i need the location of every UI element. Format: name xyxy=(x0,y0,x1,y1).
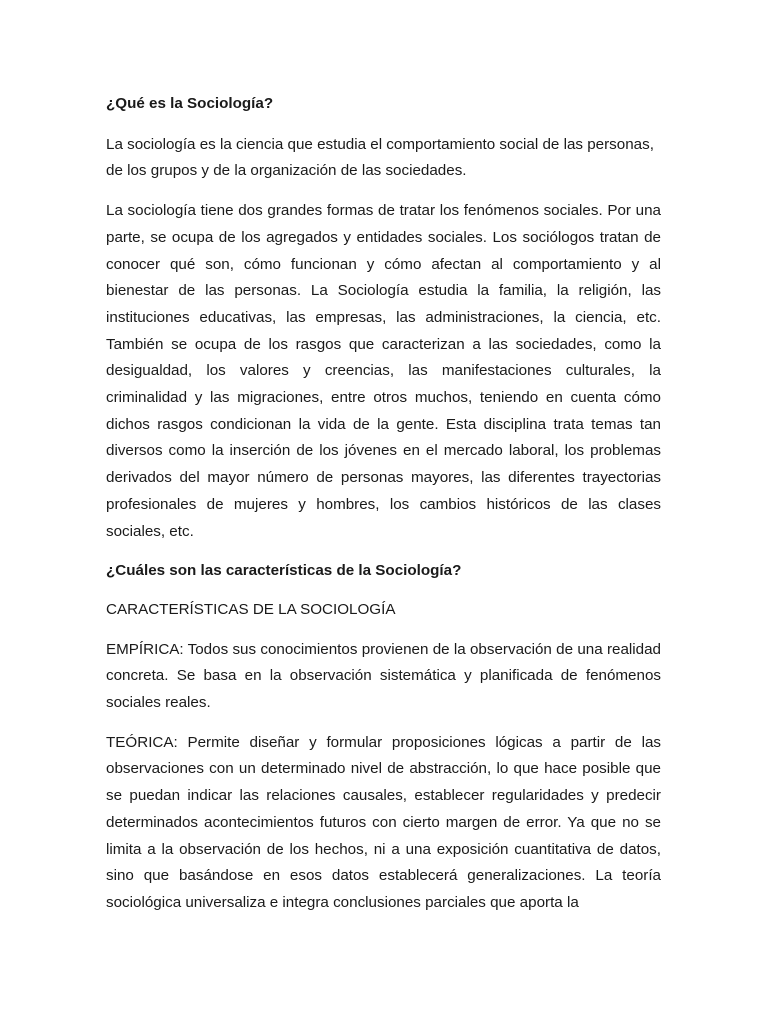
heading-what-is-sociology: ¿Qué es la Sociología? xyxy=(106,95,274,112)
paragraph-sociology-approaches: La sociología tiene dos grandes formas de tratar los fenómenos sociales. Por una parte, se ocupa de los agregados y entidades sociales. Los sociólogos tratan de conocer qué son, cómo funcionan y cómo afectan al comportamiento y al bienestar de las personas. La Sociología estudia la familia, la religión, las instituciones educativas, las empresas, las administraciones, la ciencia, etc. También se ocupa de los rasgos que caracterizan a las sociedades, como la desigualdad, los valores y creencias, las manifestaciones culturales, la criminalidad y las migraciones, entre otros muchos, teniendo en cuenta cómo dichos rasgos condicionan la vida de la gente. Esta disciplina trata temas tan diversos como la inserción de los jóvenes en el mercado laboral, los problemas derivados del mayor número de personas mayores, las diferentes trayectorias profesionales de mujeres y hombres, los cambios históricos de las clases sociales, etc. xyxy=(106,202,661,540)
heading-characteristics-question: ¿Cuáles son las características de la Sociología? xyxy=(106,562,462,580)
paragraph-definition: La sociología es la ciencia que estudia el comportamiento social de las personas, de los grupos y de la organización de las sociedades. xyxy=(106,135,654,180)
document-body xyxy=(106,91,661,911)
section-title-characteristics: CARACTERÍSTICAS DE LA SOCIOLOGÍA xyxy=(106,600,396,618)
paragraph-teorica: TEÓRICA: Permite diseñar y formular proposiciones lógicas a partir de las observaciones con un determinado nivel de abstracción, lo que hace posible que se puedan indicar las relaciones causales, establecer regularidades y predecir determinados acontecimientos futuros con cierto margen de error. Ya que no se limita a la observación de los hechos, ni a una exposición cuantitativa de datos, sino que basándose en esos datos establecerá generalizaciones. La teoría sociológica universaliza e integra conclusiones parciales que aporta la xyxy=(106,733,661,911)
paragraph-empirica: EMPÍRICA: Todos sus conocimientos provienen de la observación de una realidad concreta. Se basa en la observación sistemática y planificada de fenómenos sociales reales. xyxy=(106,640,661,712)
